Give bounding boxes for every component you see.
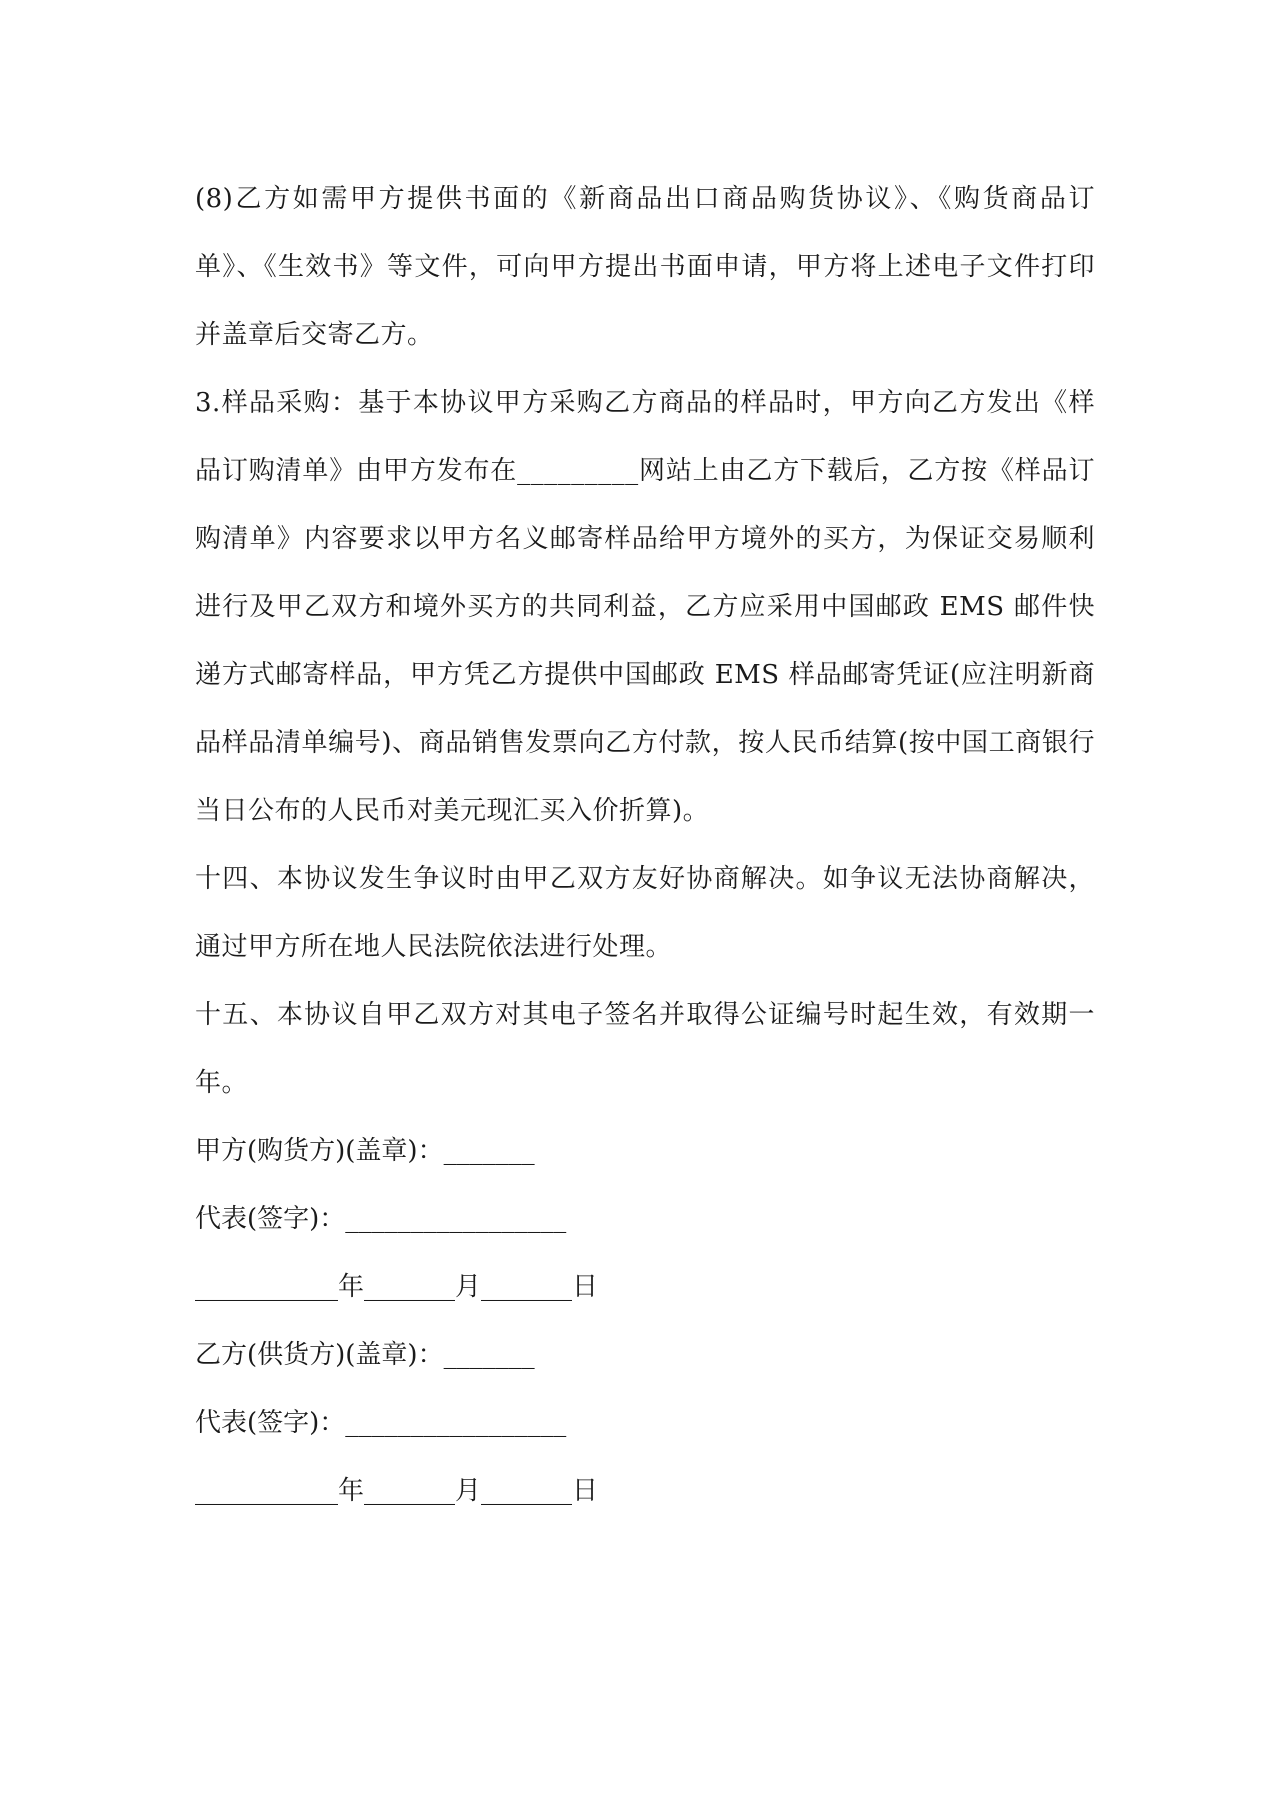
sample-purchase-paragraph: 3.样品采购：基于本协议甲方采购乙方商品的样品时，甲方向乙方发出《样品订购清单》由甲方发布在_________网站上由乙方下载后，乙方按《样品订购清单》内容要求以甲方名义邮寄样品给甲方境外的买方，为保证交易顺利进行及甲乙双方和境外买方的共同利益，乙方应采用中国邮政 EMS 邮件快递方式邮寄样品，甲方凭乙方提供中国邮政 EMS 样品邮寄凭证(应注明新商品样品清单编号)、商品销售发票向乙方付款，按人民币结算(按中国工商银行当日公布的人民币对美元现汇买入价折算)。	[195, 388, 1095, 826]
document-page	[195, 165, 1095, 1525]
article-14-paragraph: 十四、本协议发生争议时由甲乙双方友好协商解决。如争议无法协商解决，通过甲方所在地人民法院依法进行处理。	[195, 864, 1095, 962]
party-b-date-line: ___________年_______月_______日	[195, 1476, 599, 1506]
party-a-seal-line: 甲方(购货方)(盖章)：_______	[195, 1136, 535, 1166]
clause-8-paragraph: (8)乙方如需甲方提供书面的《新商品出口商品购货协议》、《购货商品订单》、《生效书》等文件，可向甲方提出书面申请，甲方将上述电子文件打印并盖章后交寄乙方。	[195, 184, 1095, 350]
party-a-representative-line: 代表(签字)：_________________	[195, 1204, 567, 1234]
party-a-date-line: ___________年_______月_______日	[195, 1272, 599, 1302]
signature-block	[195, 1117, 1095, 1525]
party-b-representative-line: 代表(签字)：_________________	[195, 1408, 567, 1438]
party-b-seal-line: 乙方(供货方)(盖章)：_______	[195, 1340, 535, 1370]
article-15-paragraph: 十五、本协议自甲乙双方对其电子签名并取得公证编号时起生效，有效期一年。	[195, 1000, 1095, 1098]
